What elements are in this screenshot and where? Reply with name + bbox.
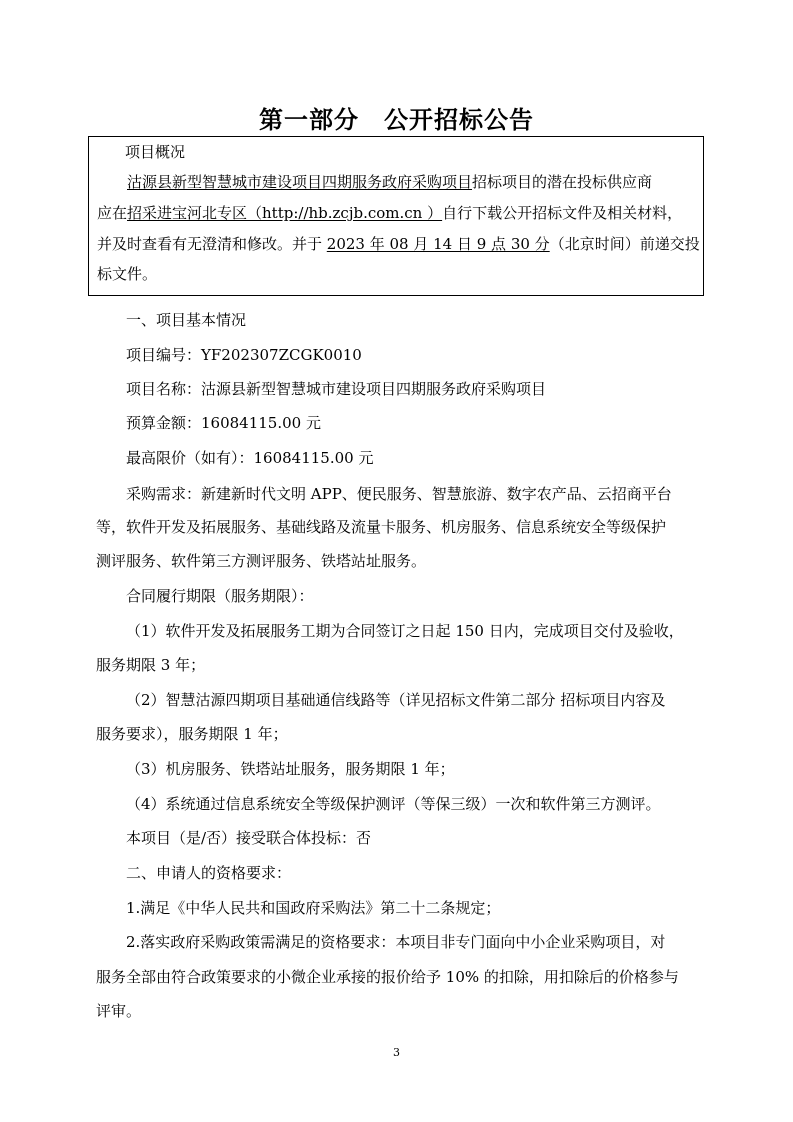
qualification-1: 1.满足《中华人民共和国政府采购法》第二十二条规定； xyxy=(126,899,501,917)
project-name-link: 沽源县新型智慧城市建设项目四期服务政府采购项目 xyxy=(127,173,473,191)
deadline-date: 2023 年 08 月 14 日 9 点 30 分 xyxy=(326,235,550,253)
download-site-link: 招采进宝河北专区（http://hb.zcjb.com.cn ） xyxy=(127,204,443,222)
overview-line-2: 应在招采进宝河北专区（http://hb.zcjb.com.cn ）自行下载公开招标文件及相关材料， xyxy=(97,204,683,222)
budget-amount: 预算金额：16084115.00 元 xyxy=(126,414,321,432)
requirements-line-2: 等，软件开发及拓展服务、基础线路及流量卡服务、机房服务、信息系统安全等级保护 xyxy=(96,518,667,536)
overview-line-1: 沽源县新型智慧城市建设项目四期服务政府采购项目招标项目的潜在投标供应商 xyxy=(127,173,653,191)
requirements-line-3: 测评服务、软件第三方测评服务、铁塔站址服务。 xyxy=(96,552,427,570)
page-title: 第一部分 公开招标公告 xyxy=(259,106,534,134)
overview-heading: 项目概况 xyxy=(125,143,186,161)
page-number: 3 xyxy=(393,1046,400,1059)
period-item-2-line-1: （2）智慧沽源四期项目基础通信线路等（详见招标文件第二部分 招标项目内容及 xyxy=(126,691,666,709)
joint-bid-statement: 本项目（是/否）接受联合体投标：否 xyxy=(126,829,372,847)
period-item-1-line-1: （1）软件开发及拓展服务工期为合同签订之日起 150 日内，完成项目交付及验收， xyxy=(126,622,684,640)
contract-period-heading: 合同履行期限（服务期限）： xyxy=(126,587,314,605)
period-item-1-line-2: 服务期限 3 年； xyxy=(96,656,206,674)
section-2-heading: 二、申请人的资格要求： xyxy=(126,864,292,882)
overview-line-3: 并及时查看有无澄清和修改。并于 2023 年 08 月 14 日 9 点 30 分（北京时间）前递交投 xyxy=(97,235,700,253)
section-1-heading: 一、项目基本情况 xyxy=(126,311,247,329)
period-item-2-line-2: 服务要求），服务期限 1 年； xyxy=(96,725,288,743)
qualification-2-line-2: 服务全部由符合政策要求的小微企业承接的报价给予 10% 的扣除，用扣除后的价格参与 xyxy=(96,968,679,986)
overview-line-4: 标文件。 xyxy=(97,265,158,283)
qualification-2-line-3: 评审。 xyxy=(96,1002,142,1020)
period-item-4: （4）系统通过信息系统安全等级保护测评（等保三级）一次和软件第三方测评。 xyxy=(126,795,661,813)
project-number: 项目编号：YF202307ZCGK0010 xyxy=(126,346,362,364)
overview-box xyxy=(88,136,704,296)
project-name: 项目名称：沽源县新型智慧城市建设项目四期服务政府采购项目 xyxy=(126,380,547,398)
qualification-2-line-1: 2.落实政府采购政策需满足的资格要求：本项目非专门面向中小企业采购项目，对 xyxy=(126,933,666,951)
requirements-line-1: 采购需求：新建新时代文明 APP、便民服务、智慧旅游、数字农产品、云招商平台 xyxy=(126,485,672,503)
max-price: 最高限价（如有）：16084115.00 元 xyxy=(126,449,374,467)
period-item-3: （3）机房服务、铁塔站址服务，服务期限 1 年； xyxy=(126,760,455,778)
